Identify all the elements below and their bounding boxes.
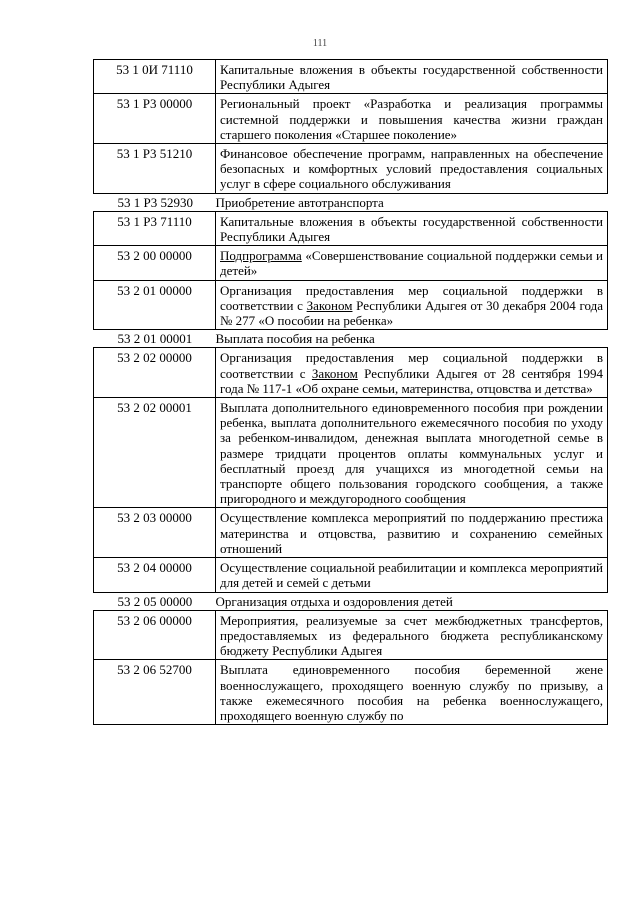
table-row (94, 398, 608, 508)
table-row (94, 280, 608, 330)
row-description: Региональный проект «Разработка и реализация программы системной поддержки и повышения качества жизни граждан старшего поколения «Старшее поколение» (216, 94, 608, 144)
row-description: Осуществление социальной реабилитации и комплекса мероприятий для детей и семей с детьми (216, 558, 608, 592)
table-row (94, 330, 608, 348)
row-code: 53 2 06 52700 (94, 660, 216, 725)
table-row (94, 558, 608, 592)
row-code: 53 2 06 00000 (94, 610, 216, 660)
table-row (94, 610, 608, 660)
row-description: Приобретение автотранспорта (216, 193, 608, 211)
row-code: 53 2 05 00000 (94, 592, 216, 610)
row-description-text: Организация предоставления мер социальной поддержки в соответствии с (220, 282, 603, 313)
law-link[interactable]: Законом (311, 365, 358, 381)
row-code: 53 2 00 00000 (94, 246, 216, 280)
row-code: 53 2 04 00000 (94, 558, 216, 592)
row-code: 53 1 Р3 52930 (94, 193, 216, 211)
page-number: 111 (312, 38, 328, 49)
row-code: 53 2 03 00000 (94, 508, 216, 558)
row-description (216, 246, 608, 280)
table-row (94, 211, 608, 245)
row-code: 53 2 02 00000 (94, 348, 216, 398)
row-code: 53 1 Р3 71110 (94, 211, 216, 245)
table-row (94, 660, 608, 725)
row-description-text: «Совершенствование социальной поддержки семьи и детей» (220, 248, 603, 279)
row-description: Капитальные вложения в объекты государственной собственности Республики Адыгея (216, 60, 608, 94)
row-code: 53 2 02 00001 (94, 398, 216, 508)
row-description: Выплата пособия на ребенка (216, 330, 608, 348)
table-row (94, 508, 608, 558)
budget-classification-table (93, 59, 608, 725)
row-description-text: Республики Адыгея от 28 сентября 1994 года № 117-1 «Об охране семьи, материнства, отцовства и детства» (220, 365, 603, 396)
row-description: Организация отдыха и оздоровления детей (216, 592, 608, 610)
row-code: 53 1 Р3 00000 (94, 94, 216, 144)
table-row (94, 60, 608, 94)
table-row (94, 246, 608, 280)
table-row (94, 592, 608, 610)
row-description: Капитальные вложения в объекты государственной собственности Республики Адыгея (216, 211, 608, 245)
row-description (216, 348, 608, 398)
row-description (216, 280, 608, 330)
subprogram-link[interactable]: Подпрограмма (220, 248, 302, 264)
row-code: 53 2 01 00001 (94, 330, 216, 348)
table-row (94, 94, 608, 144)
row-description: Выплата дополнительного единовременного пособия при рождении ребенка, выплата дополнительного ежемесячного пособия по уходу за ребенком-инвалидом, денежная выплата многодетной семье в размере тридцати процентов оплаты коммунальных услуг и бесплатный проезд для учащихся из многодетной семьи на транспорте общего пользования городского сообщения, а также пригородного и междугородного сообщения (216, 398, 608, 508)
row-description: Финансовое обеспечение программ, направленных на обеспечение безопасных и комфортных условий предоставления социальных услуг в сфере социального обслуживания (216, 144, 608, 194)
row-description: Выплата единовременного пособия беременной жене военнослужащего, проходящего военную службу по призыву, а также ежемесячного пособия на ребенка военнослужащего, проходящего военную службу по (216, 660, 608, 725)
law-link[interactable]: Законом (306, 297, 353, 313)
row-code: 53 2 01 00000 (94, 280, 216, 330)
table-row (94, 144, 608, 194)
row-description: Мероприятия, реализуемые за счет межбюджетных трансфертов, предоставляемых из федерального бюджета республиканскому бюджету Республики Адыгея (216, 610, 608, 660)
row-description-text: Организация предоставления мер социальной поддержки в соответствии с (220, 350, 603, 381)
row-code: 53 1 Р3 51210 (94, 144, 216, 194)
row-description: Осуществление комплекса мероприятий по поддержанию престижа материнства и отцовства, развитию и сохранению семейных отношений (216, 508, 608, 558)
table-row (94, 348, 608, 398)
table-row (94, 193, 608, 211)
row-code: 53 1 0И 71110 (94, 60, 216, 94)
row-description-text: Республики Адыгея от 30 декабря 2004 года № 277 «О пособии на ребенка» (220, 297, 603, 329)
